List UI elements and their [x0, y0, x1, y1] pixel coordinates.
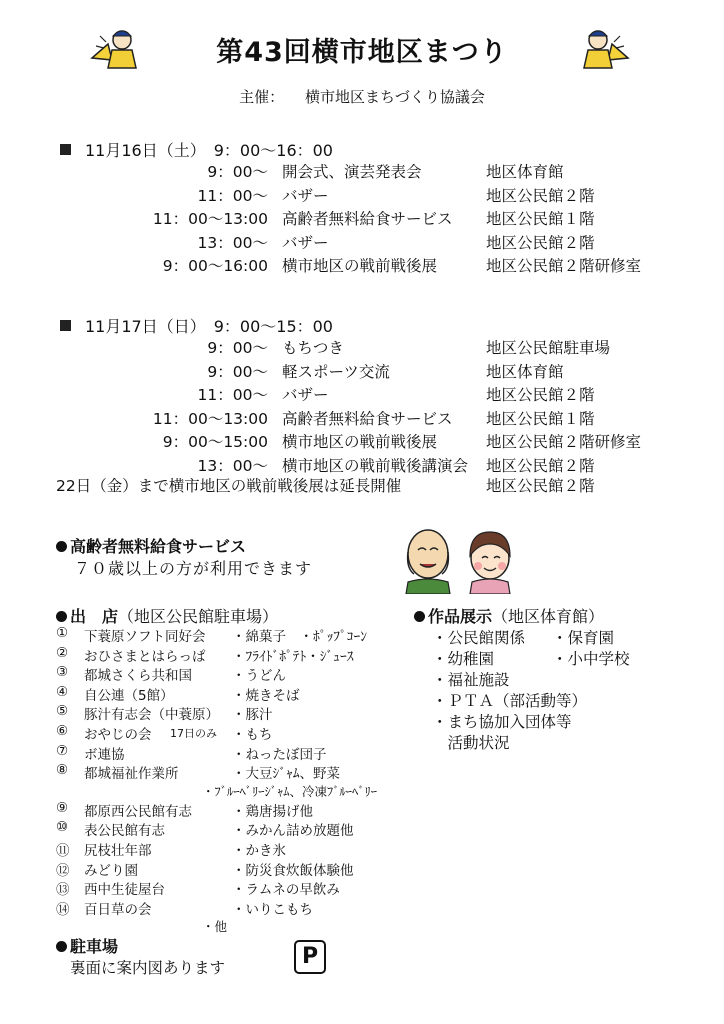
event-time: 9：00～ [207, 339, 268, 357]
event-name: 高齢者無料給食サービス [282, 210, 453, 228]
extension-row [56, 474, 716, 497]
shop-goods: ・綿菓子 ・ﾎﾟｯﾌﾟｺｰﾝ [232, 629, 367, 645]
shop-row [0, 859, 420, 877]
schedule-row [0, 207, 724, 230]
event-place: 地区公民館２階研修室 [486, 433, 642, 451]
parking-heading [56, 934, 118, 957]
shop-goods: ・ﾌﾗｲﾄﾞﾎﾟﾃﾄ・ｼﾞｭｰｽ [232, 648, 354, 665]
event-time: 11：00～13:00 [152, 409, 268, 428]
shop-row [0, 782, 420, 800]
bullet-dot-icon [56, 541, 67, 552]
shop-name: ボ連協 [84, 746, 125, 763]
bullet-dot-icon [56, 611, 67, 622]
shop-number: ⑫ [56, 862, 70, 879]
shop-row [0, 878, 420, 899]
shop-number: ⑪ [56, 843, 70, 859]
shop-row [0, 917, 420, 935]
shop-number: ① [56, 625, 69, 641]
schedule-row [0, 383, 724, 406]
exhibit-item: ・福祉施設 [432, 671, 510, 689]
shop-goods: ・鶏唐揚げ他 [232, 803, 313, 820]
event-name: 横市地区の戦前戦後展 [282, 433, 438, 451]
shop-number: ⑧ [56, 762, 69, 779]
shop-goods: ・大豆ｼﾞｬﾑ、野菜 [232, 766, 340, 783]
shop-row [0, 645, 420, 663]
event-time: 9：00～15:00 [162, 433, 268, 451]
shop-number: ⑩ [56, 819, 69, 836]
exhibit-item: ・ＰＴＡ（部活動等） [432, 692, 588, 710]
schedule-row [0, 184, 724, 207]
shops-heading [56, 604, 278, 627]
event-time: 9：00～ [207, 362, 268, 381]
parking-text: 裏面に案内図あります [70, 959, 226, 977]
shop-goods: ・かき氷 [232, 843, 286, 859]
day1-heading-text: 11月16日（土） 9：00～16：00 [85, 141, 333, 160]
event-name: バザー [282, 233, 329, 252]
shops-heading-text: 出 店 [70, 607, 119, 626]
shop-row [0, 839, 420, 857]
shop-goods: ・いりこもち [232, 901, 313, 918]
event-name: 横市地区の戦前戦後展 [282, 257, 438, 275]
shops-subheading: （地区公民館駐車場） [118, 607, 279, 626]
exhibit-item: ・まち協加入団体等 [432, 713, 572, 731]
day1-heading [60, 138, 333, 161]
event-place: 地区公民館１階 [486, 409, 595, 428]
shop-number: ⑨ [56, 799, 69, 816]
shop-name: おひさまとはらっぱ [84, 648, 206, 665]
shop-row [0, 664, 420, 685]
shop-goods: ・焼きそば [232, 687, 300, 704]
exhibit-subheading: （地区体育館） [492, 607, 605, 626]
shop-name: 尻枝壮年部 [84, 843, 152, 859]
exhibit-item: ・幼稚園 [432, 650, 495, 668]
shop-row [0, 723, 420, 741]
schedule-row [0, 336, 724, 359]
event-time: 13：00～ [197, 456, 268, 475]
shop-row [0, 743, 420, 761]
shop-name: 都原西公民館有志 [84, 803, 192, 820]
event-place: 地区公民館２階研修室 [486, 257, 642, 275]
shop-goods: ・ねったぼ団子 [232, 746, 327, 763]
shop-goods: ・豚汁 [232, 707, 273, 724]
shop-row [0, 684, 420, 702]
bullet-dot-icon [56, 941, 67, 952]
shop-number: ⑦ [56, 742, 69, 759]
shop-name: 下蓑原ソフト同好会 [84, 629, 206, 645]
schedule-row [0, 407, 724, 430]
parking-sign-icon: P [294, 940, 326, 974]
event-time: 9：00～ [207, 163, 268, 181]
organizer-label: 主催： [239, 88, 285, 106]
shop-number: ⑥ [56, 723, 69, 739]
event-time: 11：00～ [197, 186, 268, 205]
shop-name: 百日草の会 [84, 901, 152, 918]
event-name: 開会式、演芸発表会 [282, 163, 422, 181]
event-name: もちつき [282, 339, 344, 357]
shop-name: 豚汁有志会（中蓑原） [84, 707, 219, 724]
exhibit-heading-text: 作品展示 [428, 607, 493, 626]
shop-row [0, 625, 420, 643]
event-place: 地区公民館２階 [486, 456, 595, 475]
bullet-dot-icon [414, 611, 425, 622]
shop-name: 西中生徒屋台 [84, 882, 165, 899]
shop-name: みどり園 [84, 862, 138, 879]
parking-heading-text: 駐車場 [70, 937, 119, 956]
shop-name: 表公民館有志 [84, 823, 165, 840]
schedule-row [0, 231, 724, 254]
exhibit-item: ・保育園 [552, 629, 615, 647]
event-name: 軽スポーツ交流 [282, 362, 390, 381]
shop-number: ④ [56, 683, 69, 700]
organizer [0, 86, 724, 107]
event-time: 9：00～16:00 [162, 257, 268, 275]
event-place: 地区公民館２階 [486, 386, 595, 404]
event-place: 地区公民館２階 [486, 186, 595, 205]
meal-text: ７０歳以上の方が利用できます [74, 559, 313, 578]
shop-number: ⑭ [56, 901, 70, 918]
shop-name: 都城さくら共和国 [84, 668, 192, 685]
shop-goods: ・他 [202, 919, 228, 935]
event-name: バザー [282, 386, 329, 404]
shop-number: ② [56, 644, 69, 661]
exhibit-item: ・公民館関係 [432, 629, 526, 647]
shop-number: ⑬ [56, 882, 70, 899]
event-place: 地区公民館１階 [486, 210, 595, 228]
event-name: 横市地区の戦前戦後講演会 [282, 456, 469, 475]
shop-row [0, 703, 420, 724]
schedule-row [0, 254, 724, 277]
shop-row [0, 762, 420, 783]
shop-goods: ・ラムネの早飲み [232, 882, 340, 899]
event-name: 高齢者無料給食サービス [282, 409, 453, 428]
shop-number: ⑤ [56, 703, 69, 720]
event-time: 11：00～13:00 [152, 210, 268, 228]
shop-goods: ・ﾌﾞﾙｰﾍﾞﾘｰｼﾞｬﾑ、冷凍ﾌﾞﾙｰﾍﾞﾘｰ [202, 783, 378, 799]
shop-name: おやじの会 [84, 727, 152, 743]
organizer-name: 横市地区まちづくり協議会 [304, 88, 485, 106]
event-place: 地区公民館駐車場 [486, 339, 611, 357]
extension-place: 地区公民館２階 [486, 477, 595, 495]
page-title: 第43回横市地区まつり [216, 37, 508, 68]
exhibit-heading [414, 604, 604, 627]
schedule-row [0, 430, 724, 453]
event-time: 13：00～ [197, 233, 268, 252]
exhibit-item: 活動状況 [432, 734, 510, 752]
shop-goods: ・防災食炊飯体験他 [232, 862, 354, 879]
shop-number: ③ [56, 664, 69, 681]
event-place: 地区公民館２階 [486, 233, 595, 252]
shop-name: 都城福祉作業所 [84, 766, 179, 783]
day2-heading-text: 11月17日（日） 9：00～15：00 [85, 317, 333, 336]
shop-goods: ・みかん詰め放題他 [232, 823, 354, 840]
shop-goods: ・うどん [232, 668, 286, 685]
shop-name: 自公連（5館） [84, 687, 174, 704]
schedule-row [0, 360, 724, 383]
shop-row [0, 819, 420, 840]
event-time: 11：00～ [197, 386, 268, 404]
event-place: 地区体育館 [486, 163, 564, 181]
square-bullet-icon [60, 144, 71, 155]
shop-row [0, 800, 420, 818]
shop-goods: ・もち [232, 727, 273, 743]
day2-heading [60, 314, 333, 337]
shop-note: 17日のみ [170, 727, 217, 740]
event-name: バザー [282, 186, 329, 205]
extension-text: 22日（金）まで横市地区の戦前戦後展は延長開催 [56, 477, 402, 495]
square-bullet-icon [60, 320, 71, 331]
event-place: 地区体育館 [486, 362, 564, 381]
shop-row [0, 898, 420, 916]
schedule-row [0, 160, 724, 183]
elderly-couple-icon [398, 524, 528, 594]
meal-heading-text: 高齢者無料給食サービス [70, 537, 247, 556]
meal-heading [56, 534, 246, 557]
exhibit-item: ・小中学校 [552, 650, 630, 668]
